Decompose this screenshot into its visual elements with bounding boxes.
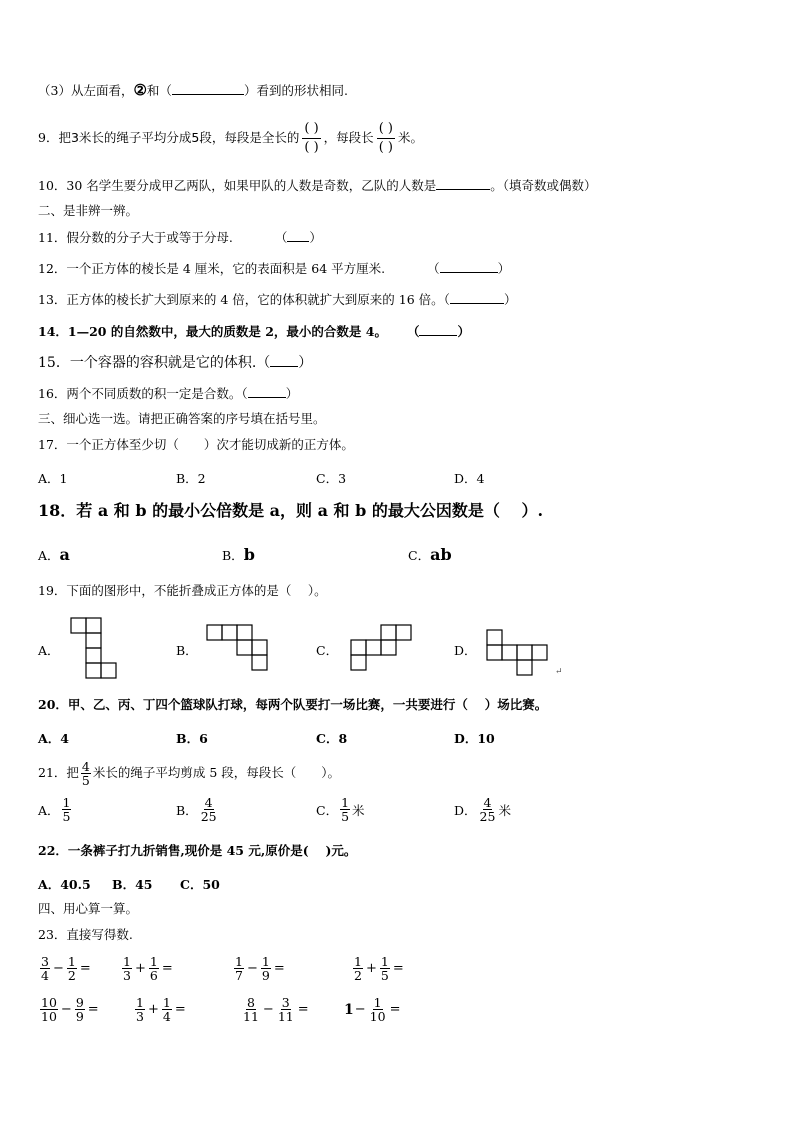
- q17: 17．一个正方体至少切（ ）次才能切成新的正方体。: [38, 437, 354, 452]
- q11: 11．假分数的分子大于或等于分母. （ ）: [38, 230, 322, 245]
- return-mark: ↵: [555, 667, 563, 677]
- q21-option-a[interactable]: A． $\frac{1}{5}$: [38, 795, 71, 824]
- cube-net-a: [70, 617, 120, 679]
- answer-blank[interactable]: [287, 229, 309, 242]
- answer-blank[interactable]: [450, 291, 504, 304]
- q18-option-b[interactable]: B．b: [222, 545, 255, 564]
- q19-label-d[interactable]: D．: [454, 643, 477, 658]
- answer-blank[interactable]: [270, 354, 298, 367]
- expression: 1 − $\frac{1}{10}$ =: [344, 995, 401, 1024]
- expression: $\frac{3}{4}$ − $\frac{1}{2}$ =: [41, 954, 91, 983]
- q17-option-a[interactable]: A．1: [38, 471, 68, 486]
- q19: 19．下面的图形中，不能折叠成正方体的是（ ）。: [38, 583, 327, 598]
- q21: 21．把 $\frac{4}{5}$ 米长的绳子平均剪成 5 段，每段长（ ）。: [38, 758, 341, 788]
- q22-option-a[interactable]: A．40.5: [38, 877, 91, 892]
- q23: 23．直接写得数.: [38, 927, 133, 942]
- q18-option-c[interactable]: C．ab: [408, 545, 452, 564]
- q20-option-b[interactable]: B．6: [176, 731, 208, 746]
- expression: $\frac{1}{2}$ + $\frac{1}{5}$ =: [354, 954, 404, 983]
- q17-option-b[interactable]: B．2: [176, 471, 206, 486]
- q22-option-c[interactable]: C．50: [180, 877, 220, 892]
- q15: 15．一个容器的容积就是它的体积.（ ）: [38, 355, 313, 371]
- q8-part3: （3）从左面看，②和（ ）看到的形状相同.: [38, 81, 348, 99]
- q10: 10．30 名学生要分成甲乙两队，如果甲队的人数是奇数，乙队的人数是 。（填奇数或偶数）: [38, 178, 597, 193]
- expression: $\frac{1}{3}$ + $\frac{1}{6}$ =: [123, 954, 173, 983]
- circled-number: ②: [133, 81, 147, 99]
- expression: $\frac{1}{3}$ + $\frac{1}{4}$ =: [136, 995, 186, 1024]
- cube-net-b: [206, 624, 270, 671]
- expression: $\frac{10}{10}$ − $\frac{9}{9}$ =: [41, 995, 99, 1024]
- q20-option-a[interactable]: A．4: [38, 731, 69, 746]
- q21-option-c[interactable]: C． $\frac{1}{5}$ 米: [316, 795, 365, 824]
- q17-option-d[interactable]: D．4: [454, 471, 485, 486]
- q17-option-c[interactable]: C．3: [316, 471, 347, 486]
- q12: 12．一个正方体的棱长是 4 厘米，它的表面积是 64 平方厘米. （ ）: [38, 261, 511, 276]
- answer-blank[interactable]: [419, 323, 457, 336]
- fraction-blank[interactable]: $\frac{( )}{( )}$: [378, 120, 393, 155]
- fraction-blank[interactable]: $\frac{( )}{( )}$: [304, 120, 319, 155]
- q9: 9．把 3 米长的绳子平均分成 5 段，每段是全长的 $\frac{( )}{( )}$ ，每段长 $\frac{( )}{( )}$ 米。: [38, 120, 423, 155]
- section-3-heading: 三、细心选一选。请把正确答案的序号填在括号里。: [38, 411, 326, 426]
- fraction: $\frac{4}{5}$: [81, 758, 90, 788]
- q13: 13．正方体的棱长扩大到原来的 4 倍，它的体积就扩大到原来的 16 倍。（ ）: [38, 292, 517, 307]
- answer-blank[interactable]: [172, 82, 244, 95]
- q22: 22．一条裤子打九折销售,现价是 45 元,原价是( )元。: [38, 843, 357, 858]
- q21-option-d[interactable]: D． $\frac{4}{25}$ 米: [454, 795, 511, 824]
- expression: $\frac{1}{7}$ − $\frac{1}{9}$ =: [235, 954, 285, 983]
- q18-option-a[interactable]: A．a: [38, 545, 70, 564]
- section-2-heading: 二、是非辨一辨。: [38, 203, 139, 218]
- q19-label-b[interactable]: B．: [176, 643, 198, 658]
- q19-label-a[interactable]: A．: [38, 643, 60, 658]
- cube-net-d: [486, 629, 550, 676]
- q22-option-b[interactable]: B．45: [112, 877, 153, 892]
- q20-option-d[interactable]: D．10: [454, 731, 495, 746]
- answer-blank[interactable]: [436, 177, 490, 190]
- section-4-heading: 四、用心算一算。: [38, 901, 139, 916]
- q21-option-b[interactable]: B． $\frac{4}{25}$: [176, 795, 217, 824]
- expression: $\frac{8}{11}$ − $\frac{3}{11}$ =: [243, 995, 309, 1024]
- q14: 14．1—20 的自然数中，最大的质数是 2，最小的合数是 4。 （ ）: [38, 324, 470, 339]
- q20-option-c[interactable]: C．8: [316, 731, 348, 746]
- answer-blank[interactable]: [248, 385, 286, 398]
- q18: 18．若 a 和 b 的最小公倍数是 a，则 a 和 b 的最大公因数是（ ）.: [38, 501, 544, 520]
- cube-net-c: [350, 624, 414, 671]
- q20: 20．甲、乙、丙、丁四个篮球队打球，每两个队要打一场比赛，一共要进行（ ）场比赛。: [38, 697, 548, 712]
- q19-label-c[interactable]: C．: [316, 643, 339, 658]
- answer-blank[interactable]: [440, 260, 498, 273]
- q16: 16．两个不同质数的积一定是合数。（ ）: [38, 386, 299, 401]
